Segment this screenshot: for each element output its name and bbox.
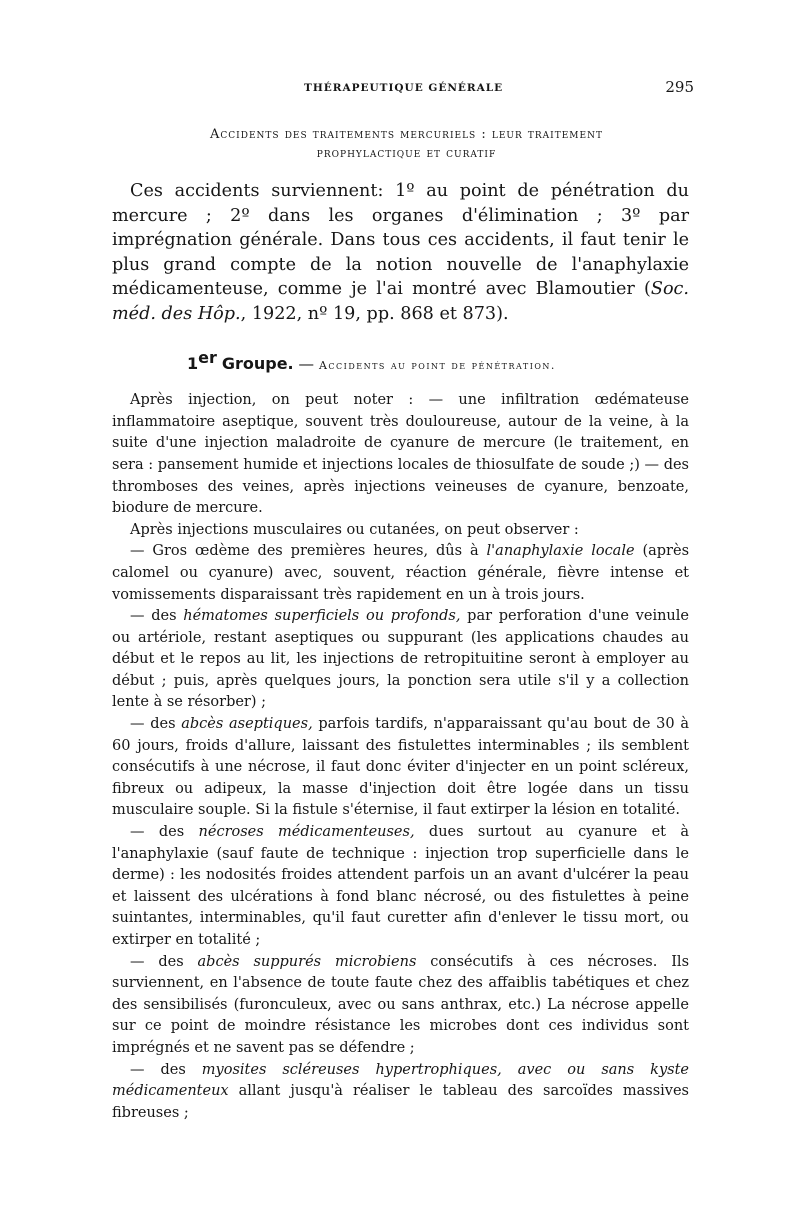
paragraph-p1 — [112, 390, 689, 520]
paragraph-text: dues surtout au cyanure et à l'anaphylaxie (sauf faute de technique : injection trop superficielle dans le derme) : les nodosités froides attendent parfois un an avant d'ulcérer la peau et laissent des ulcérations à fond blanc nécrosé, ou des fistulettes à peine suintantes, interminables, qu'il faut curetter afin d'enlever le tissu mort, ou extirper en totalité ; — [112, 824, 689, 948]
paragraph-text: consécutifs à ces nécroses. Ils surviennent, en l'absence de toute faute chez des affaiblis tabétiques et chez des sensibilisés (furonculeux, avec ou sans anthrax, etc.) La nécrose appelle sur ce point de moindre résistance les microbes dont ces individus sont imprégnés et ne savent pas se défendre ; — [112, 953, 690, 1056]
group-number-suffix: er — [198, 348, 217, 367]
italic-term: nécroses médicamenteuses, — [198, 824, 415, 841]
paragraph-p4 — [112, 606, 689, 714]
book-page — [112, 70, 694, 1124]
paragraph-text: — des — [130, 608, 184, 625]
paragraph-text: — des — [130, 1061, 202, 1078]
paragraph-p5 — [112, 714, 689, 822]
italic-term: abcès suppurés microbiens — [197, 953, 417, 970]
paragraph-text: — des — [130, 716, 182, 733]
paragraph-text: (après calomel ou cyanure) avec, souvent, réaction générale, fièvre intense et vomissements disparaissant très rapidement en un à trois jours. — [112, 543, 690, 603]
paragraph-text: parfois tardifs, n'apparaissant qu'au bout de 30 à 60 jours, froids d'allure, laissant des fistulettes interminables ; ils semblent consécutifs à une nécrose, il faut donc éviter d'injecter en un point scléreux, fibreux ou adipeux, la masse d'injection doit être logée dans un tissu musculaire souple. Si la fistule s'éternise, il faut extirper la lésion en totalité. — [112, 716, 689, 819]
paragraph-p2 — [112, 520, 689, 542]
paragraph-text: par perforation d'une veinule ou artériole, restant aseptiques ou suppurant (les applications chaudes au début et le repos au lit, les injections de retropituitine seront à employer au début ; puis, après quelques jours, la ponction sera utile s'il y a collection lente à se résorber) ; — [112, 608, 689, 711]
paragraph-text: — Gros œdème des premières heures, dûs à — [130, 543, 487, 560]
italic-term: abcès aseptiques, — [181, 716, 313, 733]
group-label: Groupe. — [221, 354, 294, 374]
lead-text-b: , 1922, nº 19, pp. 868 et 873). — [240, 303, 509, 324]
paragraph-p3 — [112, 541, 689, 606]
paragraph-text: — des — [130, 824, 199, 841]
section-title-line-1: Accidents des traitements mercuriels : leur traitement — [210, 127, 603, 142]
group-dash: — — [293, 355, 319, 374]
running-head — [112, 70, 694, 100]
paragraph-text: Après injection, on peut noter : — une infiltration œdémateuse inflammatoire aseptique, souvent très douloureuse, autour de la veine, à la suite d'une injection maladroite de cyanure de mercure (le traitement, en sera : pansement humide et injections locales de thiosulfate de soude ;) — des thromboses des veines, après injections veineuses de cyanure, benzoate, biodure de mercure. — [112, 392, 689, 517]
paragraph-p7 — [112, 952, 689, 1060]
paragraph-p8 — [112, 1060, 689, 1125]
italic-term: l'anaphylaxie locale — [486, 543, 635, 560]
body-text — [112, 390, 689, 1124]
group-heading — [187, 346, 689, 378]
lead-text-a: Ces accidents surviennent: 1º au point de pénétration du mercure ; 2º dans les organes d'élimination ; 3º par imprégnation générale. Dans tous ces accidents, il faut tenir le plus grand compte de la notion nouvelle de l'anaphylaxie médicamenteuse, comme je l'ai montré avec Blamoutier ( — [112, 181, 689, 299]
lead-paragraph — [112, 179, 689, 326]
lead-reference: Soc. méd. des Hôp. — [112, 279, 689, 324]
paragraph-p6 — [112, 822, 689, 952]
group-subtitle: Accidents au point de pénétration. — [318, 359, 556, 373]
running-title: THÉRAPEUTIQUE GÉNÉRALE — [304, 82, 504, 94]
paragraph-text: Après injections musculaires ou cutanées, on peut observer : — [130, 521, 579, 538]
group-number: 1 — [187, 354, 199, 374]
section-title — [112, 125, 689, 163]
italic-term: hématomes superficiels ou profonds, — [183, 608, 461, 625]
paragraph-text: allant jusqu'à réaliser le tableau des sarcoïdes massives fibreuses ; — [112, 1083, 689, 1121]
paragraph-text: — des — [130, 953, 198, 970]
italic-term: myosites scléreuses hypertrophiques, avec ou sans kyste médicamenteux — [112, 1061, 689, 1100]
section-title-line-2: prophylactique et curatif — [316, 146, 497, 161]
page-number: 295 — [665, 78, 694, 96]
